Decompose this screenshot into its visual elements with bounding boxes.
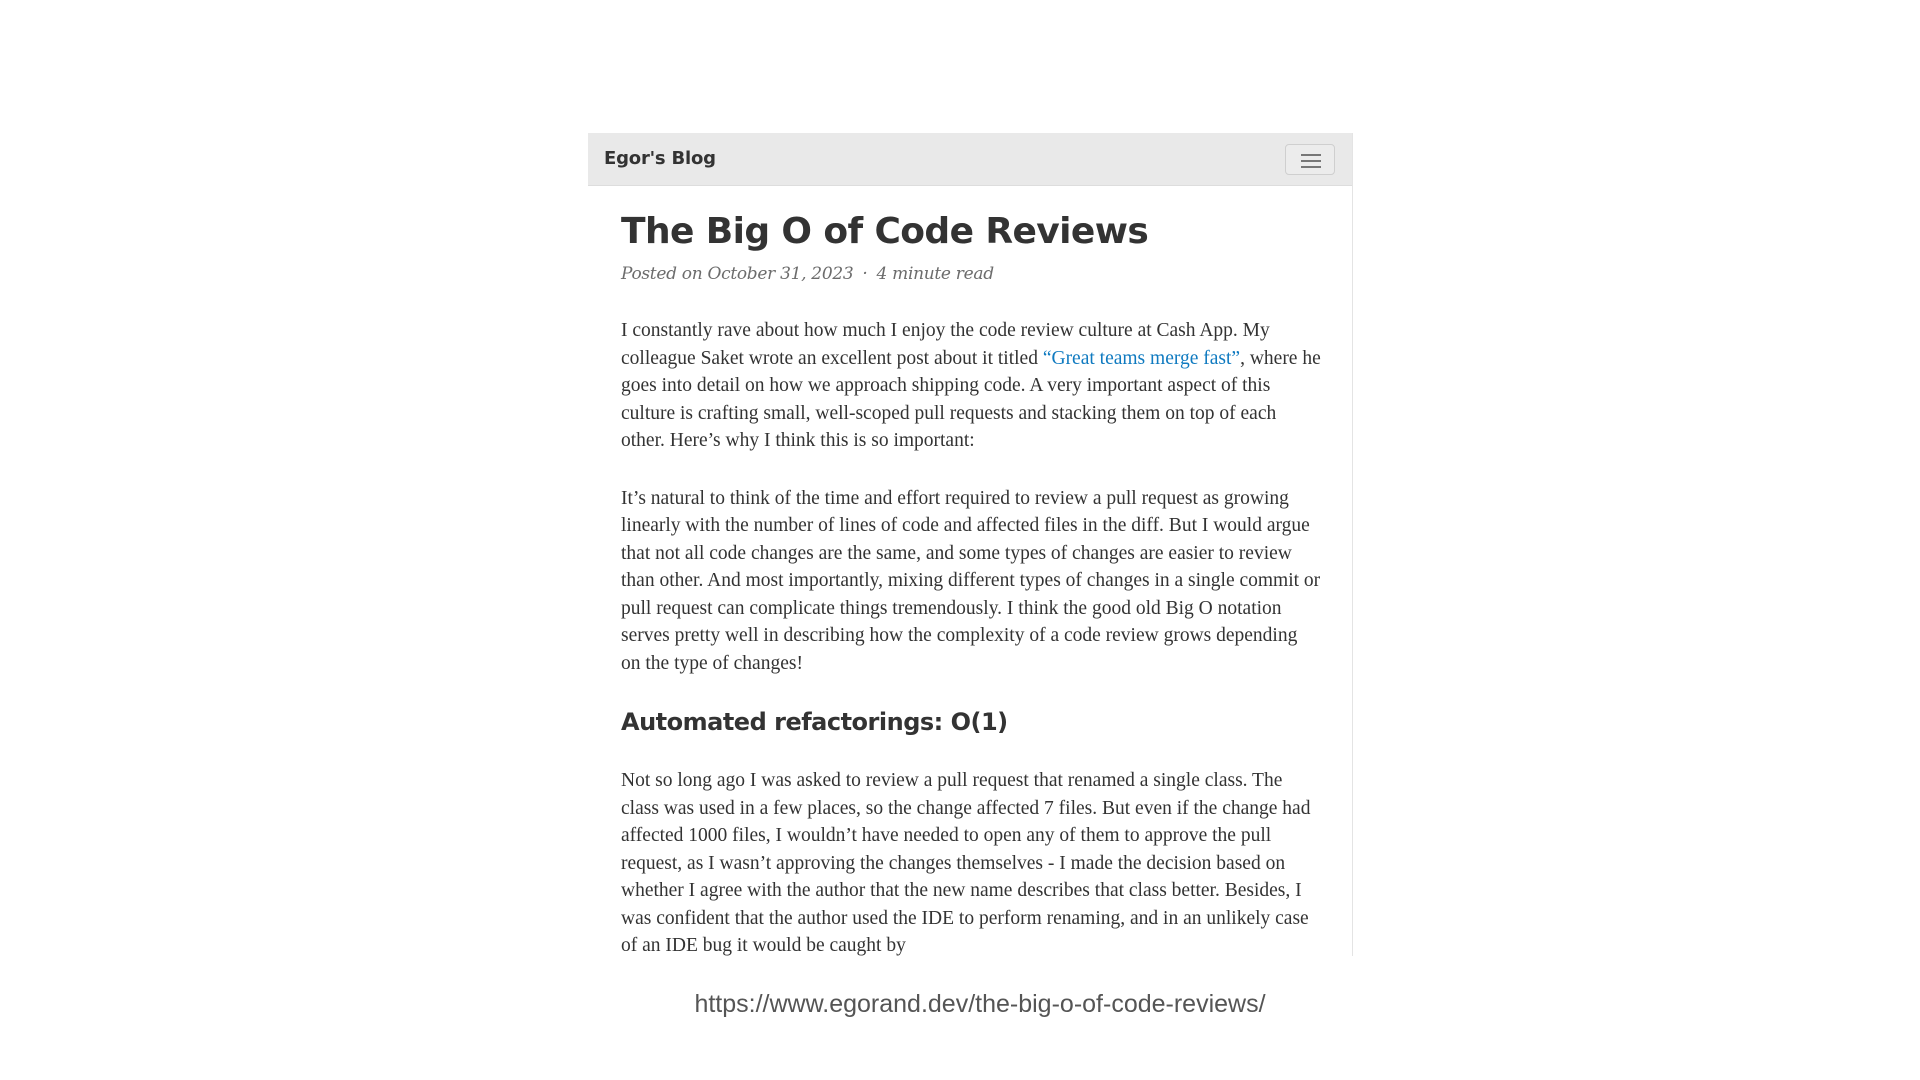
paragraph-intro-text-start: I constantly rave about how much I enjoy the code review culture at Cash App. My colleague Saket wrote an excellent post about it titled bbox=[621, 320, 1270, 369]
paragraph-rename-class: Not so long ago I was asked to review a pull request that renamed a single class. The class was used in a few places, so the change affected 7 files. But even if the change had affected 1000 files, I wouldn’t have needed to open any of them to approve the pull request, as I wasn’t approving the changes themselves - I made the decision based on whether I agree with the author that the new name describes that class better. Besides, I was confident that the author used the IDE to perform renaming, and in an unlikely case of an IDE bug it would be caught by bbox=[621, 770, 1311, 956]
menu-toggle-button[interactable] bbox=[1285, 144, 1335, 175]
read-time: 4 minute read bbox=[876, 264, 994, 284]
post-date: Posted on October 31, 2023 bbox=[621, 264, 854, 284]
paragraph-intro bbox=[621, 317, 1321, 455]
post-title: The Big O of Code Reviews bbox=[621, 211, 1149, 252]
paragraph-intro-text-end: , where he goes into detail on how we approach shipping code. A very important aspect of this culture is crafting small, well-scoped pull requests and stacking them on top of each other. Here’s why I think this is so important: bbox=[621, 347, 1321, 451]
meta-separator: · bbox=[862, 264, 868, 284]
section-heading-automated-refactorings: Automated refactorings: O(1) bbox=[621, 708, 1008, 736]
post-content bbox=[621, 209, 1321, 956]
blog-brand-link[interactable]: Egor's Blog bbox=[604, 148, 716, 169]
navbar bbox=[588, 133, 1352, 186]
source-url-caption: https://www.egorand.dev/the-big-o-of-code-reviews/ bbox=[694, 990, 1266, 1018]
post-meta bbox=[621, 264, 1321, 284]
paragraph-linear-growth: It’s natural to think of the time and effort required to review a pull request as growing linearly with the number of lines of code and affected files in the diff. But I would argue that not all code changes are the same, and some types of changes are easier to review than other. And most importantly, mixing different types of changes in a single commit or pull request can complicate things tremendously. I think the good old Big O notation serves pretty well in describing how the complexity of a code review grows depending on the type of changes! bbox=[621, 487, 1321, 674]
blog-page-viewport bbox=[588, 133, 1353, 956]
great-teams-merge-fast-link[interactable]: “Great teams merge fast” bbox=[1042, 347, 1241, 369]
